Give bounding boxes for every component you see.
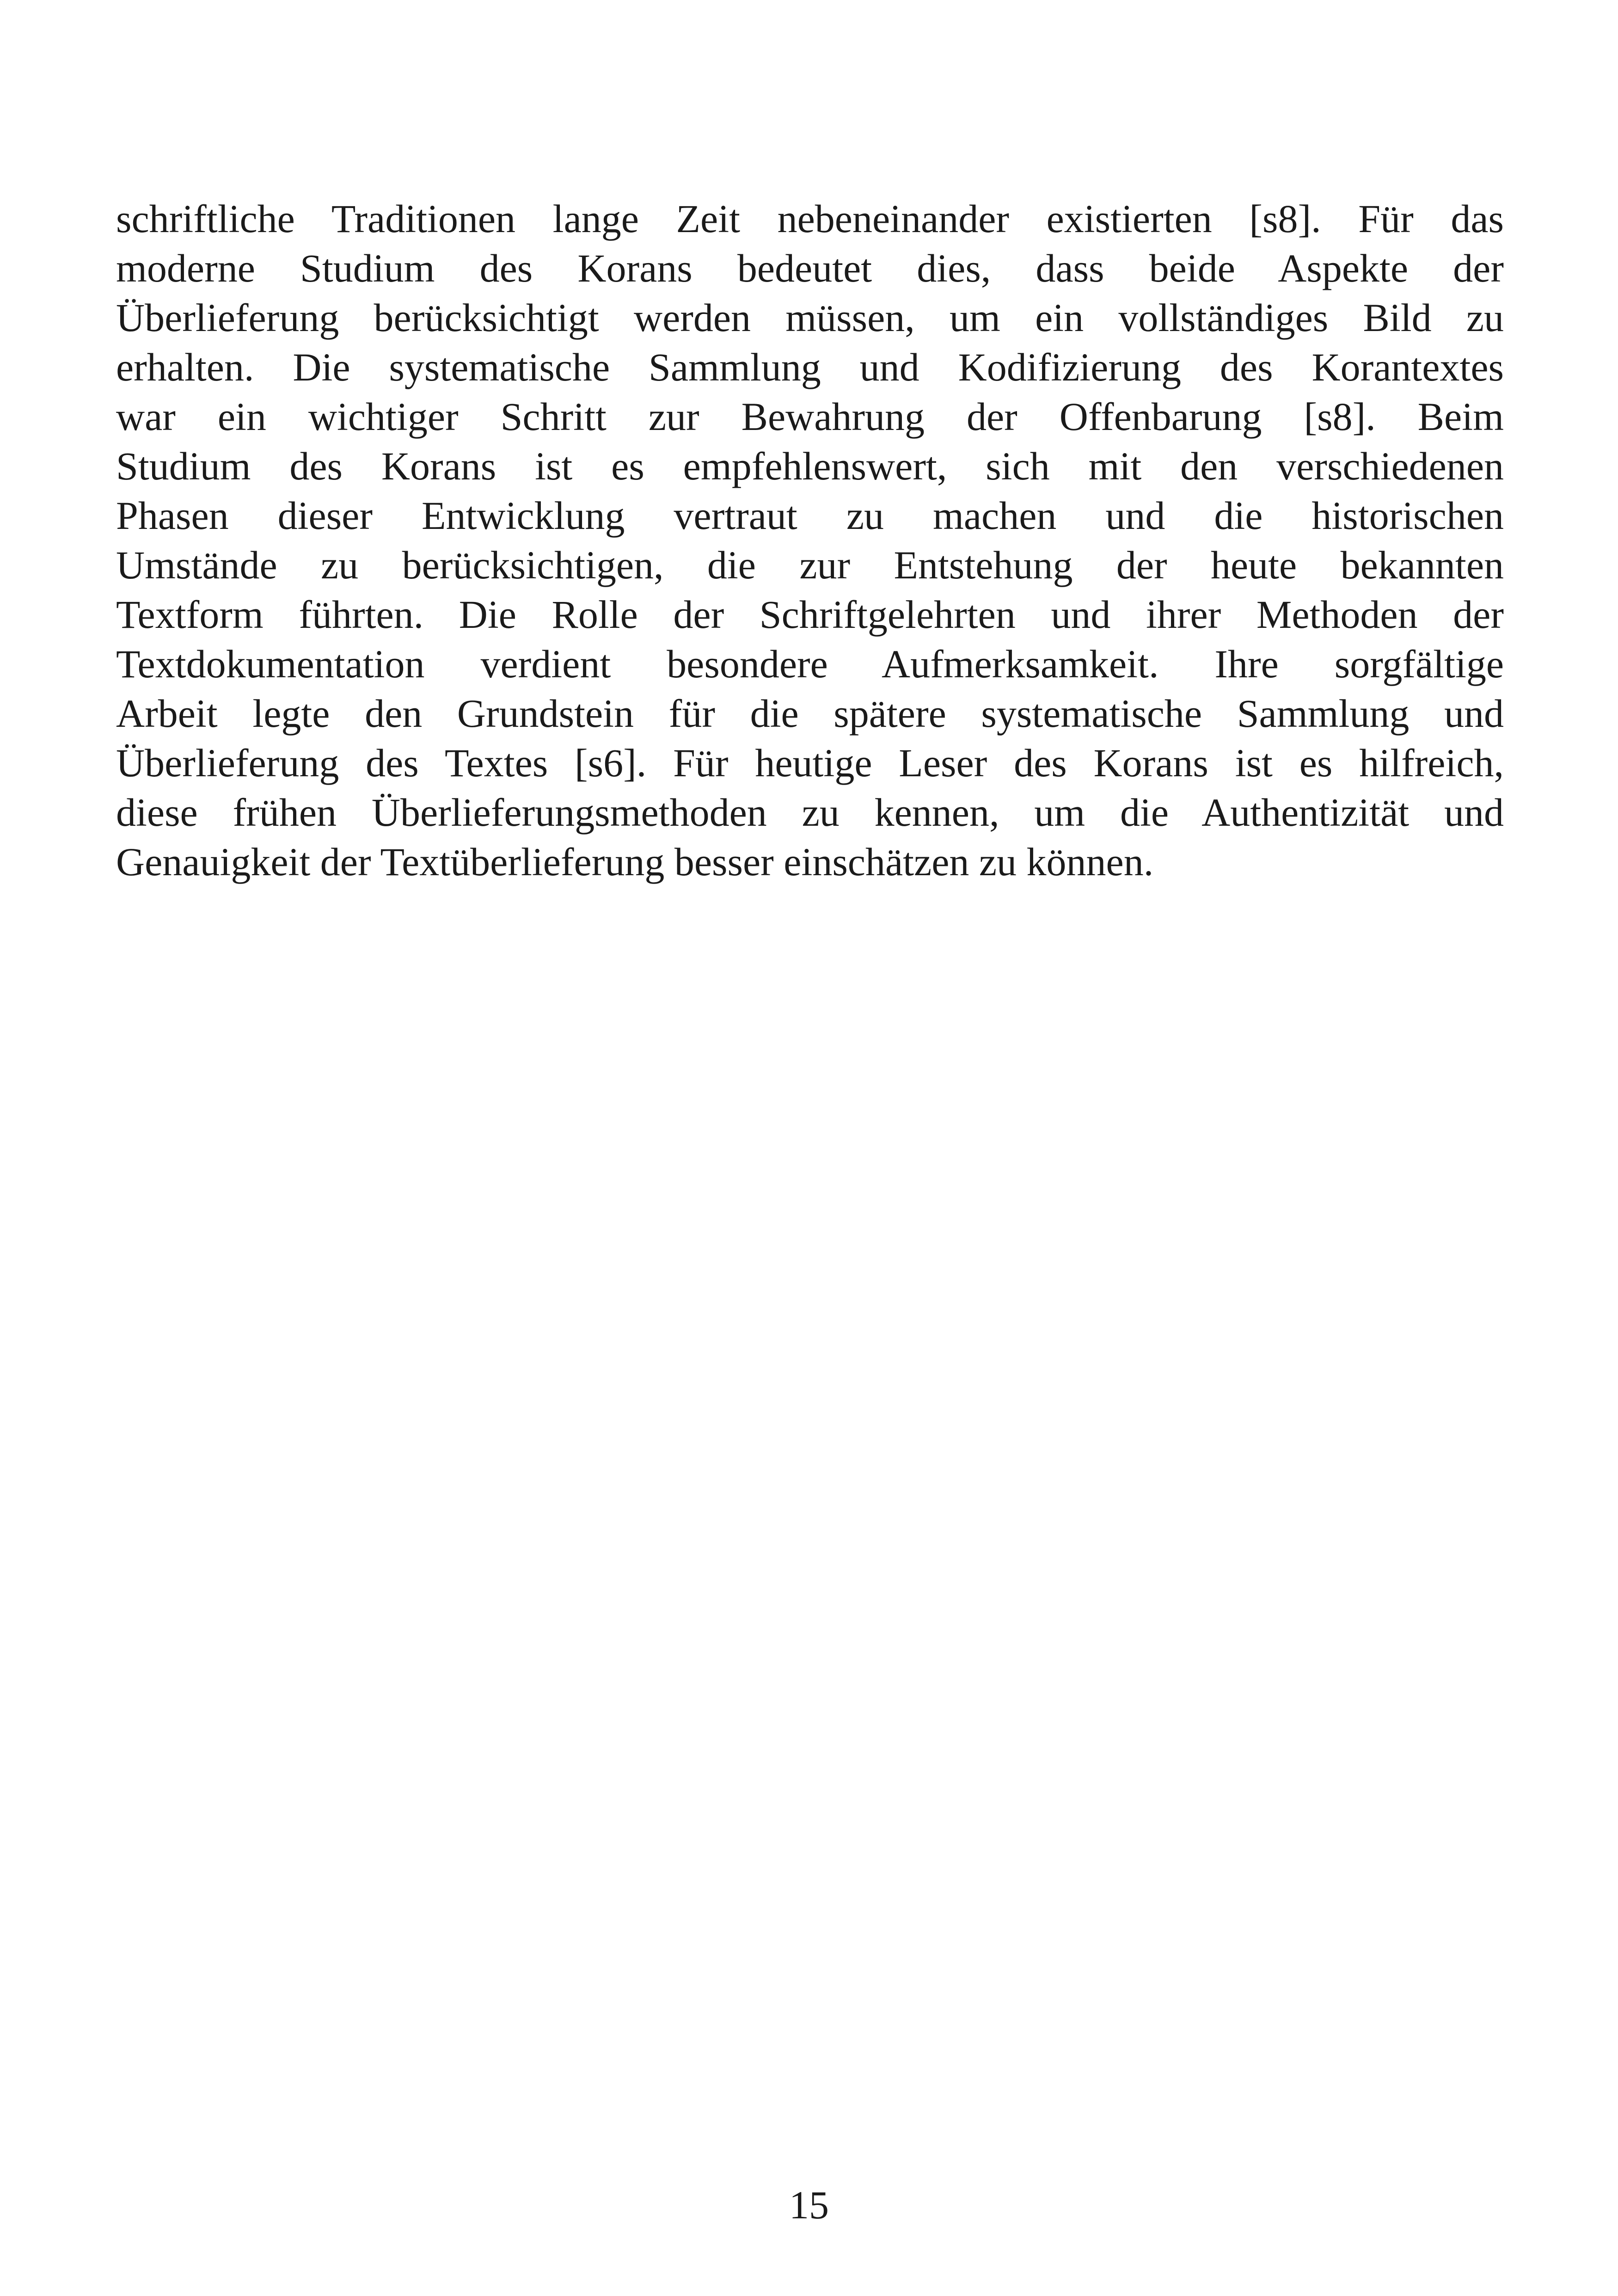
text-line: Phasen dieser Entwicklung vertraut zu machen und die historischen [116, 493, 1504, 538]
text-line: Genauigkeit der Textüberlieferung besser einschätzen zu können. [116, 840, 1154, 884]
text-line: Arbeit legte den Grundstein für die spätere systematische Sammlung und [116, 691, 1504, 736]
text-line: Textdokumentation verdient besondere Aufmerksamkeit. Ihre sorgfältige [116, 642, 1504, 686]
text-line: Umstände zu berücksichtigen, die zur Entstehung der heute bekannten [116, 543, 1504, 587]
text-line: erhalten. Die systematische Sammlung und Kodifizierung des Korantextes [116, 345, 1504, 389]
text-line: moderne Studium des Korans bedeutet dies, dass beide Aspekte der [116, 246, 1504, 290]
body-paragraph [116, 194, 1504, 887]
page-number: 15 [789, 2183, 829, 2227]
text-line: diese frühen Überlieferungsmethoden zu kennen, um die Authentizität und [116, 790, 1504, 835]
text-line: war ein wichtiger Schritt zur Bewahrung der Offenbarung [s8]. Beim [116, 394, 1504, 439]
text-line: Textform führten. Die Rolle der Schriftgelehrten und ihrer Methoden der [116, 592, 1504, 637]
text-line: schriftliche Traditionen lange Zeit nebeneinander existierten [s8]. Für das [116, 196, 1504, 241]
text-line: Überlieferung des Textes [s6]. Für heutige Leser des Korans ist es hilfreich, [116, 741, 1504, 785]
text-line: Überlieferung berücksichtigt werden müssen, um ein vollständiges Bild zu [116, 295, 1504, 340]
text-line: Studium des Korans ist es empfehlenswert, sich mit den verschiedenen [116, 444, 1504, 488]
